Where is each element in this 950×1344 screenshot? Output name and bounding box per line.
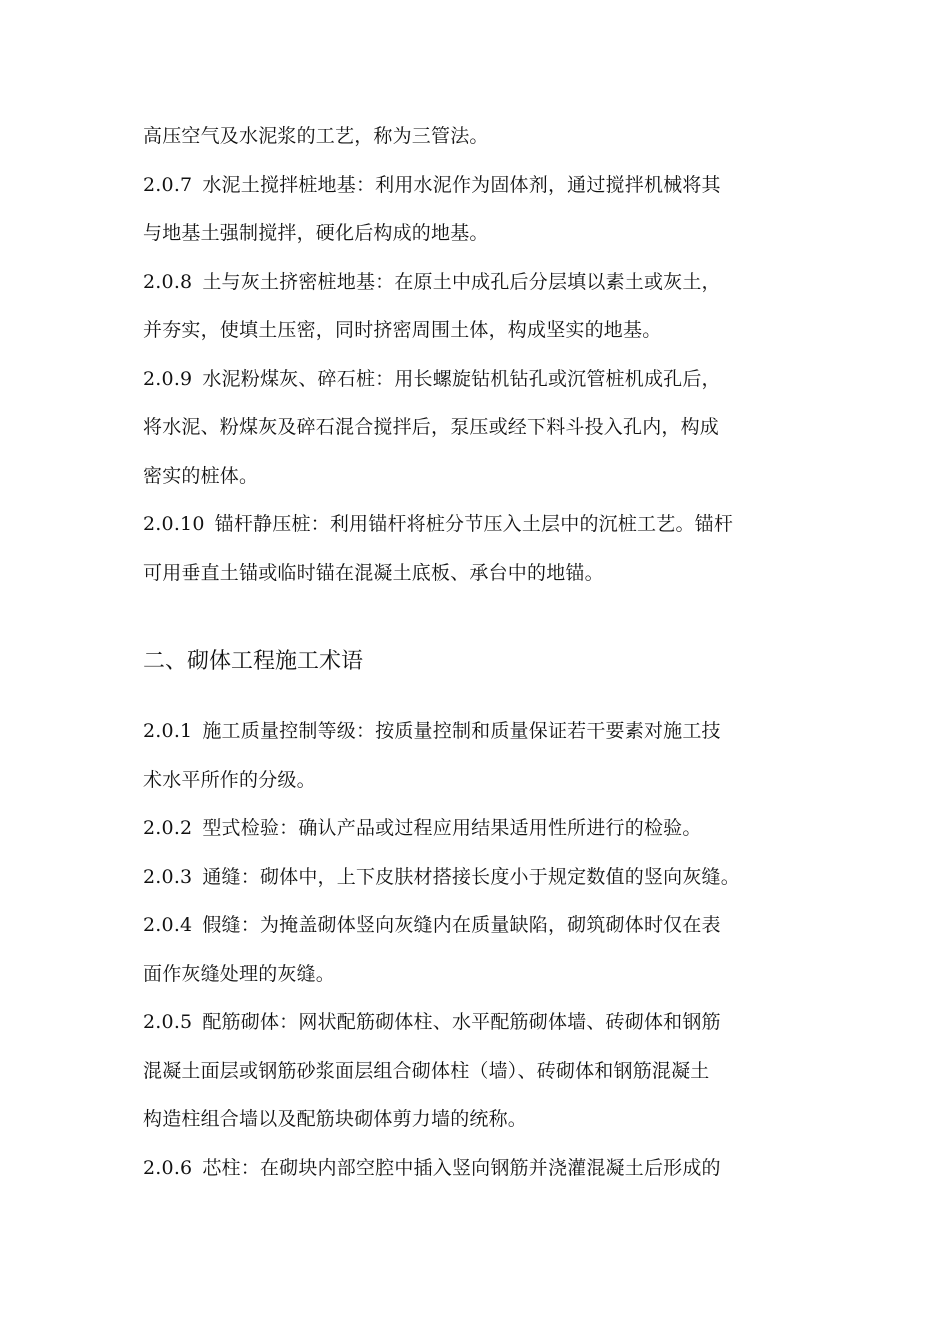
clause-text: 施工质量控制等级：按质量控制和质量保证若干要素对施工技 [202,720,721,742]
clause-2-0-9 [143,355,813,404]
text-line: 可用垂直土锚或临时锚在混凝土底板、承台中的地锚。 [143,561,604,584]
clause-number: 2.0.10 [143,513,205,535]
text-line: 高压空气及水泥浆的工艺，称为三管法。 [143,125,489,147]
clause-text: 芯柱：在砌块内部空腔中插入竖向钢筋并浇灌混凝土后形成的 [202,1156,721,1179]
clause-text: 水泥土搅拌桩地基：利用水泥作为固体剂，通过搅拌机械将其 [202,173,721,196]
clause-number: 2.0.9 [143,367,193,390]
clause-text: 通缝：砌体中，上下皮肤材搭接长度小于规定数值的竖向灰缝。 [202,865,740,888]
document-body [143,112,813,1192]
clause-number: 2.0.2 [143,817,193,839]
clause-2-0-3 [143,853,813,902]
clause-2-0-10 [143,500,813,549]
clause-2-0-5 [143,998,813,1047]
text-line: 术水平所作的分级。 [143,768,316,791]
clause-number: 2.0.1 [143,720,193,742]
text-line: 并夯实，使填土压密，同时挤密周围土体，构成坚实的地基。 [143,319,662,341]
text-line: 将水泥、粉煤灰及碎石混合搅拌后，泵压或经下料斗投入孔内，构成 [143,416,720,438]
clause-2-0-2 [143,804,813,853]
clause-number: 2.0.7 [143,173,193,196]
clause-2-0-6 [143,1144,813,1193]
text-line: 构造柱组合墙以及配筋块砌体剪力墙的统称。 [143,1108,528,1130]
clause-number: 2.0.5 [143,1011,193,1033]
clause-2-0-7 [143,161,813,210]
clause-number: 2.0.6 [143,1156,193,1179]
clause-text: 配筋砌体：网状配筋砌体柱、水平配筋砌体墙、砖砌体和钢筋 [202,1011,721,1033]
clause-text: 型式检验：确认产品或过程应用结果适用性所进行的检验。 [202,817,702,839]
text-line: 面作灰缝处理的灰缝。 [143,962,336,985]
clause-text: 土与灰土挤密桩地基：在原土中成孔后分层填以素土或灰土， [202,270,721,293]
clause-text: 假缝：为掩盖砌体竖向灰缝内在质量缺陷，砌筑砌体时仅在表 [202,914,721,936]
clause-number: 2.0.4 [143,914,193,936]
clause-2-0-8 [143,258,813,307]
text-line: 混凝土面层或钢筋砂浆面层组合砌体柱（墙）、砖砌体和钢筋混凝土 [143,1059,710,1082]
text-line: 与地基土强制搅拌，硬化后构成的地基。 [143,222,489,244]
text-line: 密实的桩体。 [143,464,259,487]
clause-text: 水泥粉煤灰、碎石桩：用长螺旋钻机钻孔或沉管桩机成孔后， [202,367,721,390]
clause-text: 锚杆静压桩：利用锚杆将桩分节压入土层中的沉桩工艺。锚杆 [214,513,734,535]
clause-number: 2.0.8 [143,270,193,293]
clause-number: 2.0.3 [143,865,193,888]
section-heading: 二、砌体工程施工术语 [143,649,364,674]
clause-2-0-1 [143,707,813,756]
clause-2-0-4 [143,901,813,950]
